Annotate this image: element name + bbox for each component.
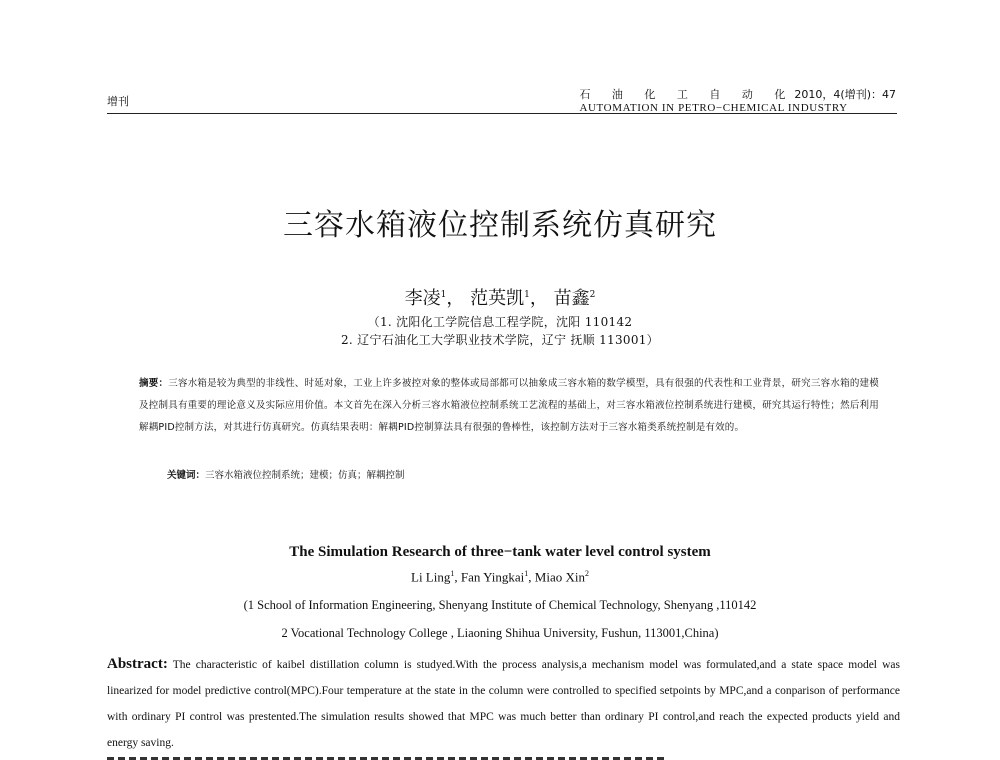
abstract-en-label: Abstract: xyxy=(107,656,168,672)
cut-off-line xyxy=(107,754,707,760)
journal-header-cn xyxy=(579,86,896,102)
keywords-cn xyxy=(167,467,405,481)
paper-title-en: The Simulation Research of three−tank water level control system xyxy=(289,544,711,560)
header-section-label: 增刊 xyxy=(107,95,129,108)
author-name: 范英凯 xyxy=(470,288,525,309)
author-sup: 2 xyxy=(589,290,596,300)
header-rule xyxy=(107,113,897,114)
authors-en: Li Ling$^1$, Fan Yingkai$^1$, Miao Xin$^2$ xyxy=(411,569,589,585)
author-name: 苗鑫 xyxy=(553,288,590,309)
affiliation-cn-2: 2. 辽宁石油化工大学职业技术学院，辽宁 抚顺 113001） xyxy=(340,333,659,347)
author-name: 李凌 xyxy=(404,288,441,309)
author-sup-en: 1 xyxy=(450,569,455,578)
issue-page: 2010，4(增刊)：47 xyxy=(794,88,896,101)
author-name-en: Fan Yingkai xyxy=(460,569,525,585)
journal-header xyxy=(579,86,896,114)
affiliation-en-1: (1 School of Information Engineering, Shenyang Institute of Chemical Technology, Shenyang ,110142 xyxy=(243,598,757,612)
author-sup-en: 1 xyxy=(524,569,529,578)
abstract-en-text: The characteristic of kaibel distillation column is studyed.With the process analysis,a mechanism model was formulated,and a state space model was linearized for model predictive control(MPC).Four temperature at the state in the column were controlled to specified setpoints by MPC,and a conparison of performance with ordinary PI control was prestented.The simulation results showed that MPC was much better than ordinary PI control,and reach the expected products yield and energy saving. xyxy=(107,659,900,749)
keywords-cn-text: 三容水箱液位控制系统；建模；仿真；解耦控制 xyxy=(205,470,405,481)
keywords-cn-label: 关键词： xyxy=(167,470,206,481)
abstract-en xyxy=(107,651,900,756)
abstract-cn xyxy=(139,373,879,439)
abstract-cn-text: 三容水箱是较为典型的非线性、时延对象，工业上许多被控对象的整体或局部都可以抽象成三容水箱的数学模型，具有很强的代表性和工业背景，研究三容水箱的建模及控制具有重要的理论意义及实际应用价值。本文首先在深入分析三容水箱液位控制系统工艺流程的基础上，对三容水箱液位控制系统进行建模，研究其运行特性；然后利用解耦PID控制方法，对其进行仿真研究。仿真结果表明：解耦PID控制算法具有很强的鲁棒性，该控制方法对于三容水箱类系统控制是有效的。 xyxy=(139,378,879,433)
affiliation-cn-1: （1. 沈阳化工学院信息工程学院，沈阳 110142 xyxy=(367,315,633,329)
author-name-en: Li Ling xyxy=(411,569,451,585)
affiliation-en-2: 2 Vocational Technology College , Liaoning Shihua University, Fushun, 113001,China) xyxy=(281,626,719,640)
author-sup: 1 xyxy=(440,290,447,300)
author-sup-en: 2 xyxy=(585,569,589,578)
author-sup: 1 xyxy=(524,290,530,300)
authors-cn: 李凌$^1$， 范英凯$^1$， 苗鑫$^2$ xyxy=(404,288,596,309)
journal-name-cn: 石 油 化 工 自 动 化 xyxy=(579,88,795,101)
paper-title-cn: 三容水箱液位控制系统仿真研究 xyxy=(283,208,717,243)
author-name-en: Miao Xin xyxy=(534,569,585,585)
abstract-cn-label: 摘要： xyxy=(139,378,169,389)
journal-name-en: AUTOMATION IN PETRO−CHEMICAL INDUSTRY xyxy=(579,102,848,114)
